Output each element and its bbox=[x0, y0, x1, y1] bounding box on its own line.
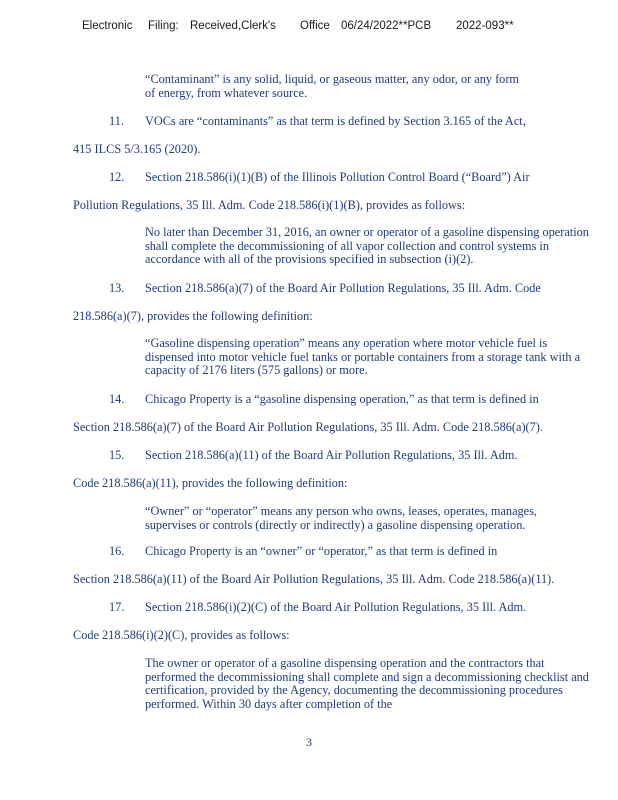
paragraph-text: Chicago Property is an “owner” or “operator,” as that term is defined in bbox=[145, 544, 498, 558]
paragraph-number: 16. bbox=[109, 544, 125, 558]
paragraph-text: 218.586(a)(7), provides the following definition: bbox=[73, 309, 313, 323]
quote-line: of energy, from whatever source. bbox=[145, 86, 308, 100]
paragraph-text: Section 218.586(a)(11) of the Board Air Pollution Regulations, 35 Ill. Adm. bbox=[145, 448, 518, 462]
header-date: 06/24/2022**PCB bbox=[341, 20, 432, 32]
header-electronic: Electronic bbox=[82, 20, 133, 32]
block-quote: The owner or operator of a gasoline dispensing operation and the contractors that performed the decommissioning shall complete and sign a decommissioning checklist and certification, provided by the Agency, documenting the decommissioning procedures performed. Within 30 days after completion of the bbox=[145, 656, 589, 711]
paragraph-number: 15. bbox=[109, 448, 125, 462]
header-office: Office bbox=[300, 20, 330, 32]
paragraph-text: Code 218.586(i)(2)(C), provides as follows: bbox=[73, 628, 290, 642]
header-filing: Filing: bbox=[148, 20, 179, 32]
paragraph-text: VOCs are “contaminants” as that term is defined by Section 3.165 of the Act, bbox=[145, 114, 526, 128]
paragraph-text: Section 218.586(a)(7) of the Board Air Pollution Regulations, 35 Ill. Adm. Code bbox=[145, 281, 541, 295]
paragraph-number: 17. bbox=[109, 600, 125, 614]
page-number: 3 bbox=[306, 735, 312, 749]
paragraph-text: Chicago Property is a “gasoline dispensing operation,” as that term is defined in bbox=[145, 392, 539, 406]
paragraph-text: Pollution Regulations, 35 Ill. Adm. Code 218.586(i)(1)(B), provides as follows: bbox=[73, 198, 466, 212]
paragraph-text: Section 218.586(a)(7) of the Board Air Pollution Regulations, 35 Ill. Adm. Code 218.586(a)(7). bbox=[73, 420, 543, 434]
header-case: 2022-093** bbox=[456, 20, 514, 32]
paragraph-text: Section 218.586(i)(1)(B) of the Illinois Pollution Control Board (“Board”) Air bbox=[145, 170, 530, 184]
paragraph-text: Code 218.586(a)(11), provides the following definition: bbox=[73, 476, 348, 490]
paragraph-text: Section 218.586(i)(2)(C) of the Board Air Pollution Regulations, 35 Ill. Adm. bbox=[145, 600, 527, 614]
block-quote: “Gasoline dispensing operation” means any operation where motor vehicle fuel is dispensed into motor vehicle fuel tanks or portable containers from a storage tank with a capacity of 2176 liters (575 gallons) or more. bbox=[145, 336, 581, 377]
block-quote: “Owner” or “operator” means any person who owns, leases, operates, manages, supervises or controls (directly or indirectly) a gasoline dispensing operation. bbox=[145, 504, 537, 532]
paragraph-number: 13. bbox=[109, 281, 125, 295]
paragraph-number: 14. bbox=[109, 392, 125, 406]
paragraph-number: 11. bbox=[109, 114, 124, 128]
block-quote: No later than December 31, 2016, an owner or operator of a gasoline dispensing operation shall complete the decommissioning of all vapor collection and control systems in accordance with all of the provisions specified in subsection (i)(2). bbox=[145, 225, 589, 266]
paragraph-text: Section 218.586(a)(11) of the Board Air Pollution Regulations, 35 Ill. Adm. Code 218.586(a)(11). bbox=[73, 572, 555, 586]
paragraph-number: 12. bbox=[109, 170, 125, 184]
paragraph-text: 415 ILCS 5/3.165 (2020). bbox=[73, 142, 201, 156]
header-received: Received,Clerk's bbox=[190, 20, 276, 32]
quote-line: “Contaminant” is any solid, liquid, or gaseous matter, any odor, or any form bbox=[145, 72, 519, 86]
